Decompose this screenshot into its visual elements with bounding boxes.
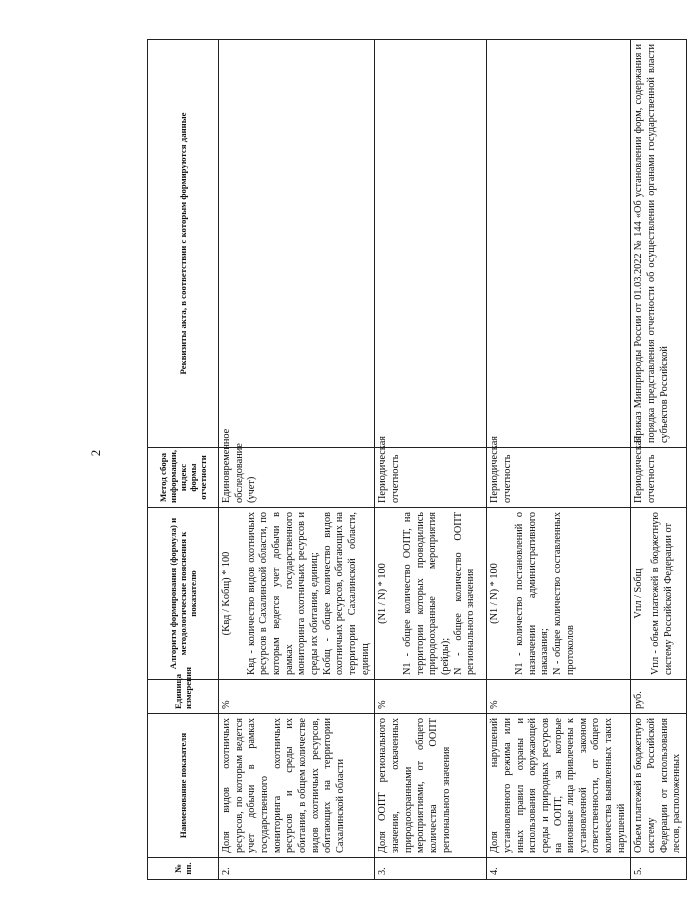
method-cell: Периодическая отчетность [375, 448, 487, 508]
unit-cell: % [219, 680, 375, 714]
row-number: 3. [375, 858, 487, 880]
formula-note: N - общее количество составленных протоколов [551, 512, 576, 675]
header-algorithm: Алгоритм формирования (формула) и методологические пояснения к показателю [148, 508, 219, 680]
formula: (Kвд / Kобщ) * 100 [221, 551, 232, 636]
method-cell: Периодическая отчетность [631, 448, 687, 508]
algorithm-cell [375, 508, 487, 680]
formula-note: Vпл - объем платежей в бюджетную систему Российской Федерации от [650, 512, 674, 675]
unit-cell: % [487, 680, 631, 714]
row-number: 4. [487, 858, 631, 880]
indicator-name: Доля ООПТ регионального значения, охваченных природоохранными мероприятиями, от общего количества ООПТ регионального значения [375, 714, 487, 858]
unit-cell: % [375, 680, 487, 714]
header-name: Наименование показателя [148, 714, 219, 858]
indicator-name: Доля видов охотничьих ресурсов, по которым ведется учет добычи в рамках государственного мониторинга охотничьих ресурсов и среды их обитания, в общем количестве видов охотничьих ресурсов, обитающих на территории Сахалинской области [219, 714, 375, 858]
formula-note: Kобщ - общее количество видов охотничьих ресурсов, обитающих на территории Сахалинской области, единиц [321, 512, 371, 675]
indicators-table [147, 39, 687, 880]
rotated-page-content [147, 40, 683, 880]
unit-cell: руб. [631, 680, 687, 714]
formula: (N1 / N) * 100 [377, 563, 389, 624]
row-number: 2. [219, 858, 375, 880]
header-act: Реквизиты акта, в соответствии с которым формируются данные [148, 40, 219, 448]
formula: (N1 / N) * 100 [489, 563, 501, 624]
row-number: 5. [631, 858, 687, 880]
formula-note: N - общее количество ООПТ регионального значения [452, 512, 477, 675]
algorithm-cell [487, 508, 631, 680]
algorithm-cell [631, 508, 687, 680]
table-row [219, 40, 375, 880]
method-cell: Периодическая отчетность [487, 448, 631, 508]
table-row [375, 40, 487, 880]
header-num: № пп. [148, 858, 219, 880]
act-cell [375, 40, 487, 448]
algorithm-cell [219, 508, 375, 680]
formula: Vпл / Sобщ [633, 568, 645, 619]
header-unit: Единица измерения [148, 680, 219, 714]
formula-note: N1 - количество постановлений о назначении административного наказания; [513, 512, 551, 675]
table-row [631, 40, 687, 880]
indicator-name: Доля нарушений установленного режима или иных правил охраны и использования окружающей среды и природных ресурсов на ООПТ, за которые виновные лица привлечены к установленной законом ответственности, от общего количества выявленных таких нарушений [487, 714, 631, 858]
act-cell [219, 40, 375, 448]
formula-note: Kвд - количество видов охотничьих ресурсов в Сахалинской области, по которым ведется учет добычи в рамках государственного мониторинга охотничьих ресурсов и среды их обитания, единиц; [245, 512, 320, 675]
act-cell: Приказ Минприроды России от 01.03.2022 № 144 «Об установлении форм, содержания и порядка представления отчетности об осуществлении органами государственной власти субъектов Российской [631, 40, 687, 448]
page-number: 2 [88, 449, 103, 457]
table-header-row [148, 40, 219, 880]
indicator-name: Объем платежей в бюджетную систему Российской Федерации от использования лесов, расположенных [631, 714, 687, 858]
formula-note: N1 - общее количество ООПТ, на территории которых проводились природоохранные мероприятия (рейды); [401, 512, 451, 675]
table-row [487, 40, 631, 880]
act-cell [487, 40, 631, 448]
method-cell: Единовременное обследование (учет) [219, 448, 375, 508]
header-method: Метод сбора информации, индекс формы отчетности [148, 448, 219, 508]
